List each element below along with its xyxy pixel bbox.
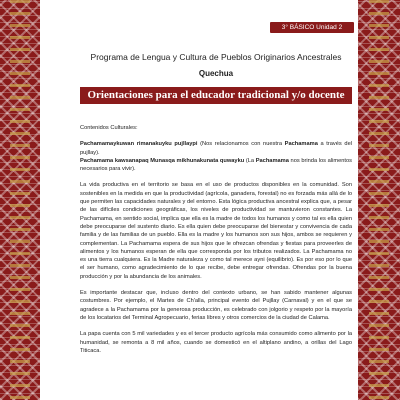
content-1-text: (Nos relacionamos con nuestra xyxy=(197,141,285,148)
content-1-quechua: Pachamamaykuwan rimanakuyku pujllaypi xyxy=(80,141,198,148)
content-item-2 xyxy=(80,158,352,172)
decorative-border-right xyxy=(358,0,400,400)
decorative-border-left xyxy=(0,0,40,400)
paragraph: Es importante destacar que, incluso dentro del contexto urbano, se han sabido mantener algunas costumbres. Por ejemplo, el Martes de Ch'alla, principal evento del Pujllay (Carnaval) y en el que se agradece a la Pachamama por la generosa producción, es celebrado con jolgorio y respeto por la mayoría de los locatarios del Terminal Agropecuario, ferias libres y otros comercios de la ciudad de Calama. xyxy=(80,290,352,321)
content-2-quechua: Pachamama kawsanapaq Munasqa mikhunakunata quwayku xyxy=(80,157,245,164)
section-label: Contenidos Culturales: xyxy=(80,125,138,131)
paragraph: La papa cuenta con 5 mil variedades y es el tercer producto agrícola más consumido como alimento por la humanidad, se remonta a 8 mil años, cuando se domesticó en el altiplano andino, a orillas del Lago Titicaca. xyxy=(80,331,352,354)
content-1-bold: Pachamama xyxy=(284,141,318,148)
content-2-bold: Pachamama xyxy=(255,157,289,164)
section-banner: Orientaciones para el educador tradicional y/o docente xyxy=(80,87,352,104)
grade-unit-badge: 3° BÁSICO Unidad 2 xyxy=(270,22,354,33)
content-1-text2: a través del pujllay). xyxy=(80,141,353,156)
document-body xyxy=(80,124,352,363)
content-2-text2: nos brinda los alimentos necesarios para vivir). xyxy=(80,157,352,173)
program-title: Programa de Lengua y Cultura de Pueblos Originarios Ancestrales xyxy=(90,52,342,62)
content-item-1 xyxy=(80,141,352,155)
cultural-contents xyxy=(80,140,352,173)
language-title: Quechua xyxy=(198,69,234,78)
paragraph: La vida productiva en el territorio se basa en el uso de productos disponibles en la comunidad. Son sostenibles en la medida en que la productividad (agrícola, ganadera, forestal) no es forzada más allá de lo que permiten las capacidades naturales y del entorno. Esta lógica productiva ancestral explica que, a pesar de las difíciles condiciones geográficas, los niveles de productividad se mantuvieron constantes. La Pachamama, en sentido social, implica que ella es la madre de todos los humanos y como tal es ella quien debe preocuparse del sustento diario. Es ella quien debe preocuparse del bienestar y convivencia de cada familia y de las familias de un pueblo. Ella es la madre y los humanos son sus hijos, ambos se requieren y complementan. La Pachamama espera de sus hijos que le ofrezcan ofrendas y fiestas para proveerles de alimentos y los humanos esperan de ella que corresponda por los tributos realizados. La Pachamama no es una tierra cualquiera. Es la Madre naturaleza y como tal merece ayni (equilibrio). Es por eso por lo que el ser humano, como agradecimiento de lo que recibe, debe entregar ofrendas. Ofrendas por la buena producción y por la abundancia de los animales. xyxy=(80,182,352,280)
content-2-text: (La xyxy=(244,157,256,164)
